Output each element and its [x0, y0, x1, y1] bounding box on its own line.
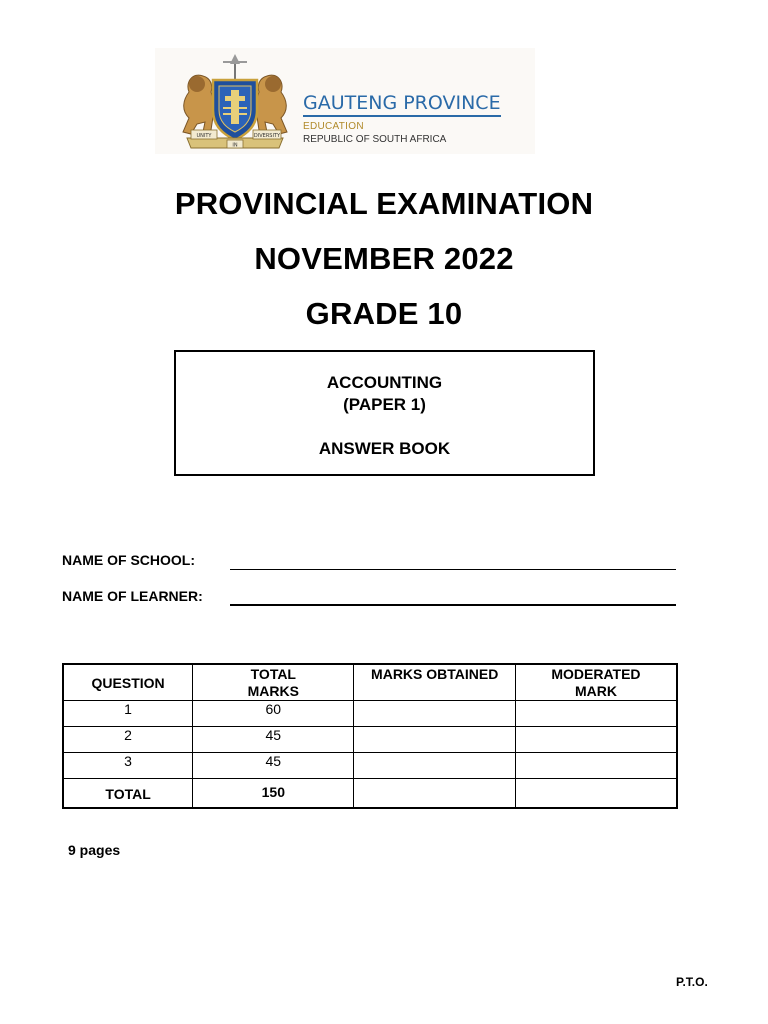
table-row [63, 753, 677, 779]
school-label: NAME OF SCHOOL: [62, 552, 195, 568]
total-moderated-cell[interactable] [515, 779, 677, 808]
table-total-row [63, 779, 677, 808]
header-question: QUESTION [63, 664, 193, 701]
exam-title: PROVINCIAL EXAMINATION [174, 186, 594, 221]
table-row [63, 727, 677, 753]
total-label: TOTAL [63, 779, 193, 808]
exam-date: NOVEMBER 2022 [254, 241, 514, 276]
subject-box [174, 350, 595, 476]
header-moderated-mark: MODERATED MARK [515, 664, 677, 701]
motto-diversity: DIVERSITY [253, 133, 281, 139]
marks-obtained-cell[interactable] [354, 727, 515, 753]
learner-name-line[interactable] [230, 604, 676, 606]
marks-obtained-cell[interactable] [354, 753, 515, 779]
department-name: EDUCATION [303, 121, 364, 132]
total-marks-value: 150 [193, 779, 354, 808]
header-marks-obtained: MARKS OBTAINED [354, 664, 515, 701]
moderated-mark-cell[interactable] [515, 753, 677, 779]
learner-label: NAME OF LEARNER: [62, 588, 203, 604]
book-type: ANSWER BOOK [318, 439, 451, 458]
total-obtained-cell[interactable] [354, 779, 515, 808]
table-row [63, 701, 677, 727]
total-marks: 45 [193, 727, 354, 753]
coat-of-arms-icon [167, 52, 303, 152]
question-number: 3 [63, 753, 193, 779]
logo-text [303, 92, 501, 145]
total-marks: 45 [193, 753, 354, 779]
table-header-row [63, 664, 677, 701]
pto-note: P.T.O. [676, 975, 708, 989]
header-total-marks: TOTAL MARKS [193, 664, 354, 701]
question-number: 1 [63, 701, 193, 727]
marks-obtained-cell[interactable] [354, 701, 515, 727]
page-count: 9 pages [68, 842, 121, 858]
country-name: REPUBLIC OF SOUTH AFRICA [303, 134, 447, 145]
moderated-mark-cell[interactable] [515, 701, 677, 727]
gauteng-logo [155, 48, 535, 154]
marks-table [62, 663, 678, 809]
motto-unity: UNITY [196, 133, 212, 139]
exam-grade: GRADE 10 [305, 296, 463, 331]
paper-number: (PAPER 1) [343, 395, 426, 414]
moderated-mark-cell[interactable] [515, 727, 677, 753]
question-number: 2 [63, 727, 193, 753]
province-name: GAUTENG PROVINCE [303, 92, 501, 117]
subject-name: ACCOUNTING [326, 373, 443, 392]
motto-in: IN [232, 142, 238, 149]
total-marks: 60 [193, 701, 354, 727]
school-name-line[interactable] [230, 569, 676, 570]
